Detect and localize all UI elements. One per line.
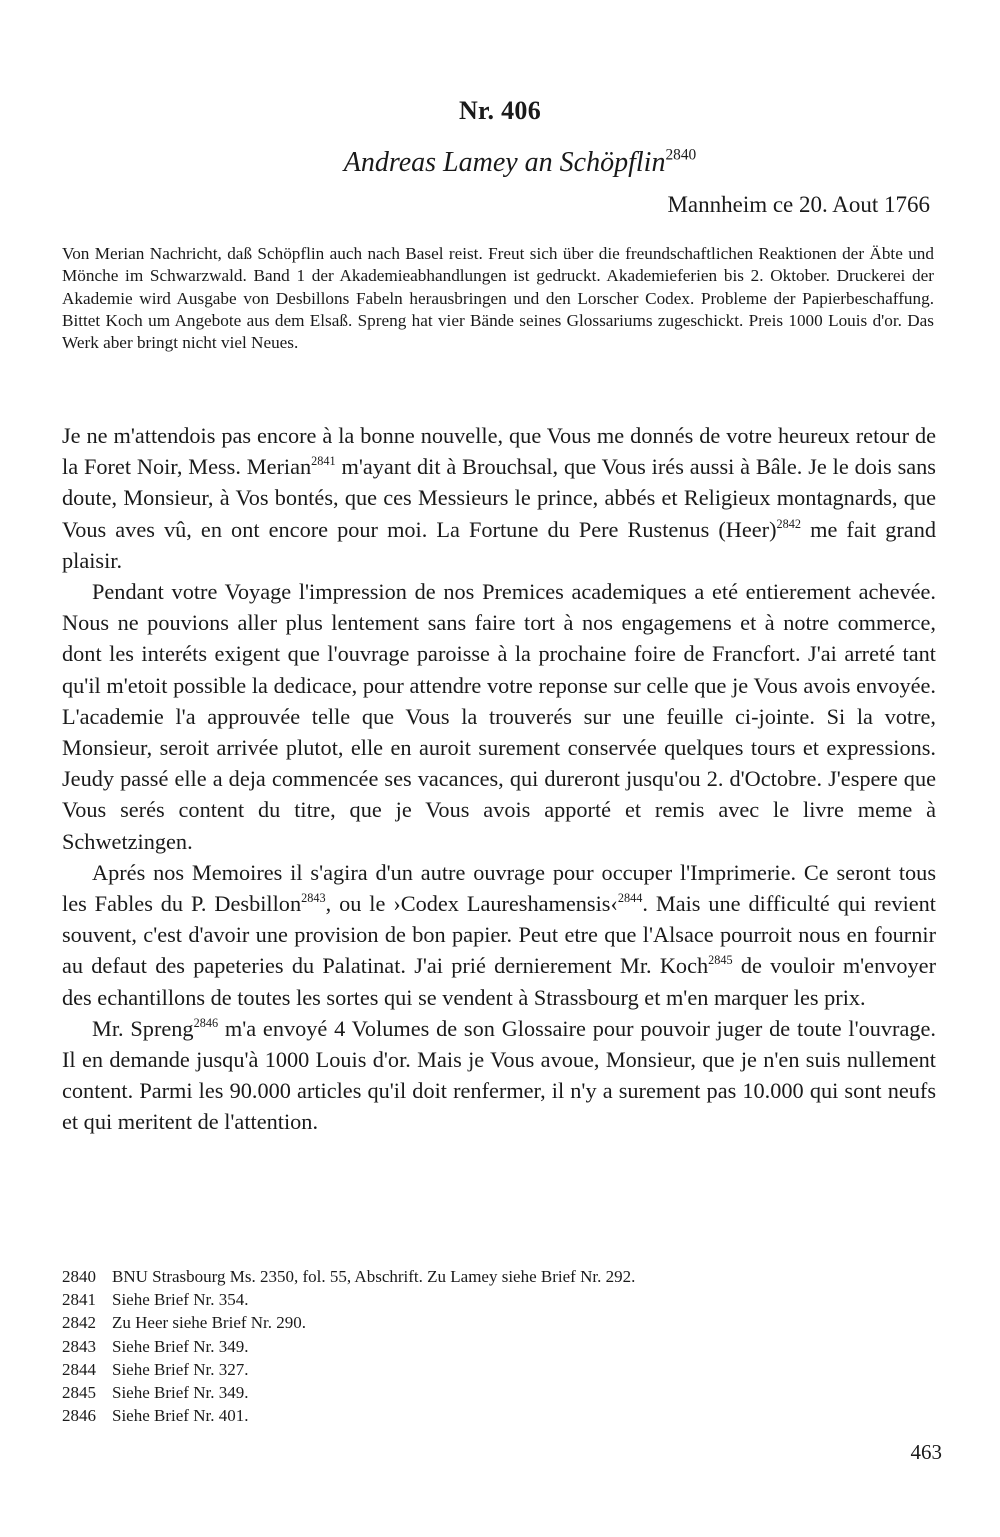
footnote-ref: 2842 bbox=[776, 516, 802, 531]
summary-abstract: Von Merian Nachricht, daß Schöpflin auch nach Basel reist. Freut sich über die freundschaftlichen Reaktionen der Äbte und Mönche im Schwarzwald. Band 1 der Akademieabhandlungen ist gedruckt. Akademieferien bis 2. Oktober. Druckerei der Akademie wird Ausgabe von Desbillons Fabeln herausbringen und den Lorscher Codex. Probleme der Papierbeschaffung. Bittet Koch um Angebote aus dem Elsaß. Spreng hat vier Bände seines Glossariums zugeschickt. Preis 1000 Louis d'or. Das Werk aber bringt nicht viel Neues. bbox=[62, 244, 934, 353]
footnote bbox=[62, 1265, 942, 1288]
footnote-text: Siehe Brief Nr. 354. bbox=[112, 1290, 249, 1310]
letter-title-text: Andreas Lamey an Schöpflin bbox=[343, 147, 666, 178]
text-run: , ou le ›Codex Laureshamensis‹ bbox=[325, 891, 618, 917]
footnote bbox=[62, 1404, 942, 1427]
footnote bbox=[62, 1335, 942, 1358]
footnote-number: 2843 bbox=[62, 1336, 96, 1356]
footnote-text: BNU Strasbourg Ms. 2350, fol. 55, Abschrift. Zu Lamey siehe Brief Nr. 292. bbox=[112, 1267, 636, 1286]
letter-number: Nr. 406 bbox=[458, 96, 542, 125]
footnote-ref: 2844 bbox=[617, 890, 643, 905]
footnote-text: Siehe Brief Nr. 401. bbox=[112, 1406, 249, 1426]
footnote-number: 2846 bbox=[62, 1406, 96, 1426]
text-run: de vouloir m'envoyer des echantillons de toutes les sortes qui se vendent à Strassbourg et m'en marquer les prix. bbox=[62, 953, 936, 1010]
text-run: Je ne m'attendois pas encore à la bonne nouvelle, que Vous me donnés de votre heureux retour de la Foret Noir, Mess. Merian bbox=[62, 423, 936, 480]
text-run: m'ayant dit à Brouchsal, que Vous irés aussi à Bâle. Je le dois sans doute, Monsieur, à Vos bontés, que ces Messieurs le prince, abbés et Religieux montagnards, que Vous aves vû, en ont encore pour moi. La Fortune du Pere Rustenus (Heer) bbox=[62, 454, 936, 542]
footnote bbox=[62, 1288, 942, 1311]
footnote-ref: 2840 bbox=[665, 146, 697, 164]
paragraph-2: Pendant votre Voyage l'impression de nos Premices academiques a eté entierement achevée. Nous ne pouvions aller plus lentement sans faire tort à nos engagemens et à notre commerce, dont les interéts exigent que l'ouvrage paroisse à la prochaine foire de Francfort. J'ai arreté tant qu'il m'etoit possible la dedicace, pour attendre votre reponse sur celle que je Vous avois envoyée. L'academie l'a approuvée telle que Vous la trouverés sur une feuille ci-jointe. Si la votre, Monsieur, seroit arrivée plutot, elle en auroit surement conservée quelques tours et expressions. Jeudy passé elle a deja commencée ses vacances, qui dureront jusqu'ou 2. d'Octobre. J'espere que Vous serés content du titre, que je Vous avois apporté et remis avec le livre meme à Schwetzingen. bbox=[62, 579, 936, 854]
footnotes bbox=[62, 1265, 942, 1427]
footnote-text: Zu Heer siehe Brief Nr. 290. bbox=[112, 1313, 307, 1333]
footnote bbox=[62, 1311, 942, 1334]
footnote-number: 2841 bbox=[62, 1290, 96, 1310]
paragraph-1 bbox=[62, 420, 936, 576]
footnote-number: 2844 bbox=[62, 1359, 96, 1379]
footnote-ref: 2845 bbox=[708, 953, 733, 968]
footnote-number: 2845 bbox=[62, 1383, 96, 1403]
text-run: Aprés nos Memoires il s'agira d'un autre ouvrage pour occuper l'Imprimerie. Ce seront tous les Fables du P. Desbillon bbox=[62, 859, 936, 917]
page-number: 463 bbox=[910, 1440, 942, 1464]
text-run: . Mais une difficulté qui revient souvent, c'est d'avoir une provision de bon papier. Peut etre que l'Alsace pourroit nous en fournir au defaut des papeteries du Palatinat. J'ai prié dernierement Mr. Koch bbox=[62, 891, 936, 979]
footnote-text: Siehe Brief Nr. 327. bbox=[112, 1359, 249, 1379]
text-run: m'a envoyé 4 Volumes de son Glossaire pour pouvoir juger de toute l'ouvrage. Il en demande jusqu'à 1000 Louis d'or. Mais je Vous avoue, Monsieur, que je n'en suis nullement content. Parmi les 90.000 articles qu'il doit renfermer, il n'y a surement pas 10.000 qui sont neufs et qui meritent de l'attention. bbox=[62, 1015, 936, 1135]
footnote-ref: 2841 bbox=[311, 454, 336, 469]
footnote-number: 2842 bbox=[62, 1313, 96, 1333]
text-run: Mr. Spreng bbox=[92, 1015, 194, 1041]
place-date: Mannheim ce 20. Aout 1766 bbox=[667, 192, 930, 217]
footnote-number: 2840 bbox=[62, 1267, 96, 1286]
footnote-ref: 2846 bbox=[193, 1015, 219, 1030]
text-run: me fait grand plaisir. bbox=[62, 516, 936, 573]
footnote bbox=[62, 1358, 942, 1381]
footnote-ref: 2843 bbox=[301, 890, 326, 905]
paragraph-4 bbox=[62, 1013, 936, 1138]
paragraph-3 bbox=[62, 857, 936, 1013]
letter-body bbox=[62, 420, 936, 1138]
footnote-text: Siehe Brief Nr. 349. bbox=[112, 1336, 249, 1356]
footnote-text: Siehe Brief Nr. 349. bbox=[112, 1383, 249, 1403]
footnote bbox=[62, 1381, 942, 1404]
letter-title bbox=[0, 147, 1000, 179]
